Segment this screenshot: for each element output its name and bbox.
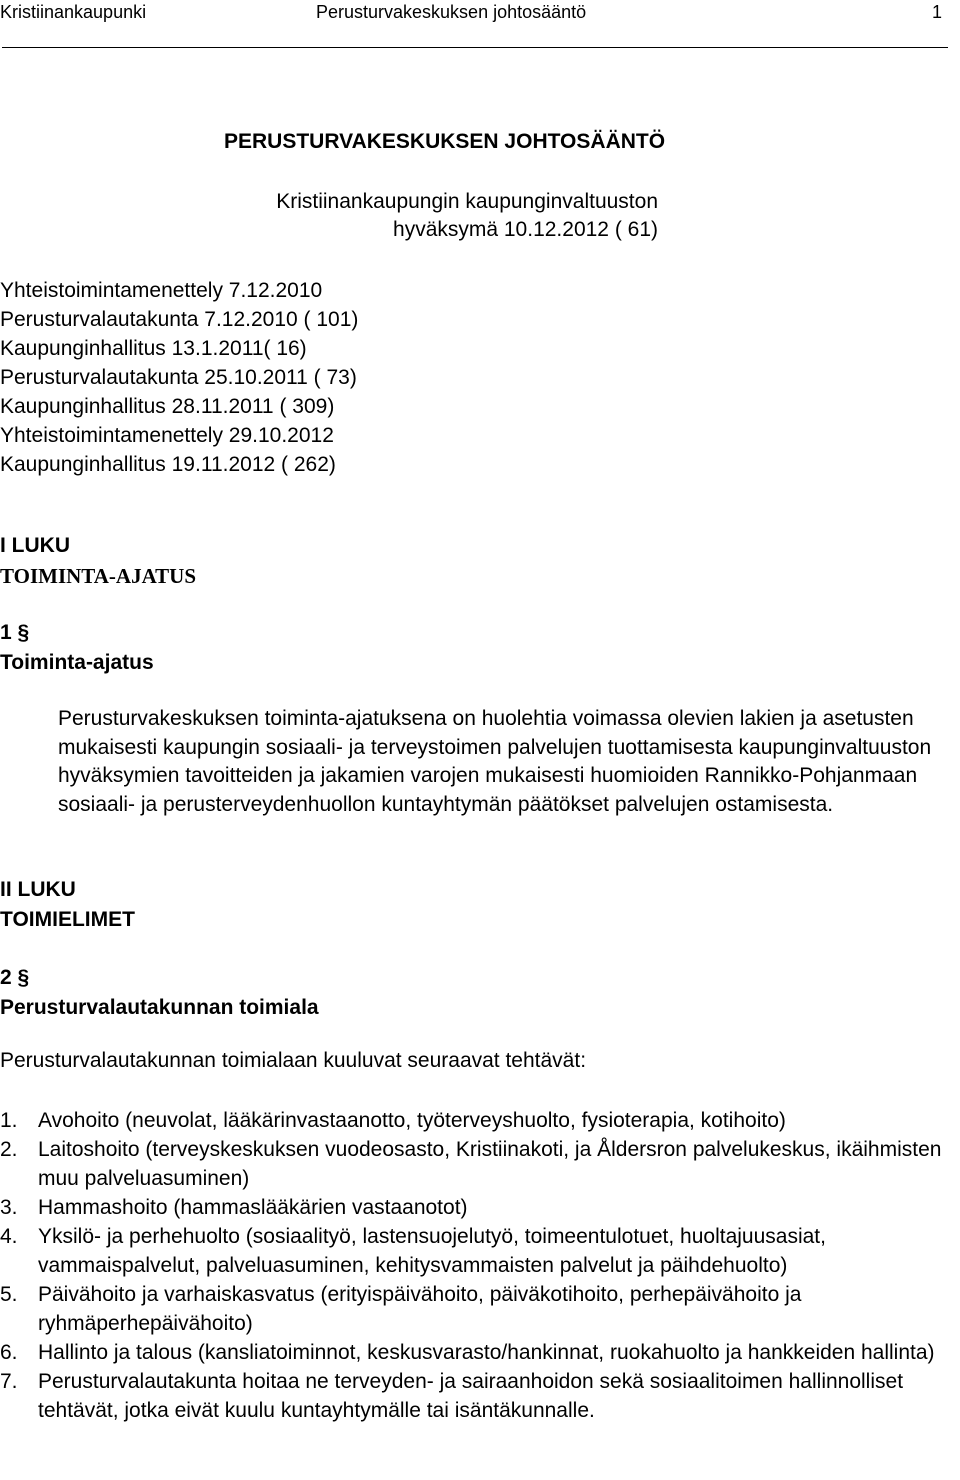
document-title: PERUSTURVAKESKUKSEN JOHTOSÄÄNTÖ bbox=[224, 130, 666, 153]
list-item: 2. Laitoshoito (terveyskeskuksen vuodeosasto, Kristiinakoti, ja Åldersron palvelukeskus, ikäihmisten muu palveluasuminen) bbox=[0, 1138, 942, 1190]
section-1-title: Toiminta-ajatus bbox=[0, 651, 154, 674]
chapter-1-name: TOIMINTA-AJATUS bbox=[0, 564, 197, 588]
header-rule bbox=[2, 47, 948, 48]
chapter-2-heading bbox=[0, 875, 135, 935]
section-2-number: 2 § bbox=[0, 966, 30, 989]
list-item: 4. Yksilö- ja perhehuolto (sosiaalityö, lastensuojelutyö, toimeentulotuet, huoltajuusasiat, vammaispalvelut, palveluasuminen, kehitysvammaisten palvelut ja päihdehuolto) bbox=[0, 1225, 826, 1277]
list-item: 3. Hammashoito (hammaslääkärien vastaanotot) bbox=[0, 1196, 468, 1219]
list-item: 5. Päivähoito ja varhaiskasvatus (erityispäivähoito, päiväkotihoito, perhepäivähoito ja ryhmäperhepäivähoito) bbox=[0, 1283, 802, 1335]
history-item: Yhteistoimintamenettely 7.12.2010 bbox=[0, 279, 323, 302]
header-page-number: 1 bbox=[931, 2, 942, 22]
approval-note bbox=[276, 188, 658, 244]
header-document-name: Perusturvakeskuksen johtosääntö bbox=[316, 2, 587, 22]
section-2-heading bbox=[0, 963, 319, 1023]
page-header bbox=[0, 2, 960, 28]
history-item: Yhteistoimintamenettely 29.10.2012 bbox=[0, 424, 334, 447]
history-item: Perusturvalautakunta 7.12.2010 ( 101) bbox=[0, 308, 359, 331]
section-2-title: Perusturvalautakunnan toimiala bbox=[0, 996, 319, 1019]
history-item: Kaupunginhallitus 19.11.2012 ( 262) bbox=[0, 453, 336, 476]
approval-line-2: hyväksymä 10.12.2012 ( 61) bbox=[393, 218, 658, 241]
history-item: Kaupunginhallitus 13.1.2011( 16) bbox=[0, 337, 307, 360]
chapter-2-label: II LUKU bbox=[0, 878, 76, 901]
header-city: Kristiinankaupunki bbox=[0, 2, 147, 22]
history-item: Kaupunginhallitus 28.11.2011 ( 309) bbox=[0, 395, 335, 418]
approval-line-1: Kristiinankaupungin kaupunginvaltuuston bbox=[276, 190, 658, 213]
section-1-body: Perusturvakeskuksen toiminta-ajatuksena on huolehtia voimassa olevien lakien ja asetusten mukaisesti kaupungin sosiaali- ja terveystoimen palvelujen tuottamisesta kaupunginvaltuuston hyväksymien tavoitteiden ja jakamien varojen mukaisesti huomioiden Rannikko-Pohjanmaan sosiaali- ja perusterveydenhuollon kuntayhtymän päätökset palvelujen ostamisesta. bbox=[58, 707, 932, 816]
section-1-number: 1 § bbox=[0, 621, 30, 644]
section-sign-icon: § bbox=[17, 621, 30, 644]
chapter-1-label: I LUKU bbox=[0, 534, 70, 557]
section-sign-icon: § bbox=[17, 966, 30, 989]
section-1-heading bbox=[0, 618, 154, 678]
list-item: 7. Perusturvalautakunta hoitaa ne terveyden- ja sairaanhoidon sekä sosiaalitoimen hallinnolliset tehtävät, jotka eivät kuulu kuntayhtymälle tai isäntäkunnalle. bbox=[0, 1370, 904, 1422]
list-item: 6. Hallinto ja talous (kansliatoiminnot, keskusvarasto/hankinnat, ruokahuolto ja hankkeiden hallinta) bbox=[0, 1341, 935, 1364]
chapter-2-name: TOIMIELIMET bbox=[0, 908, 135, 931]
task-list bbox=[0, 1106, 958, 1425]
section-2-intro: Perusturvalautakunnan toimialaan kuuluvat seuraavat tehtävät: bbox=[0, 1049, 587, 1072]
chapter-1-heading bbox=[0, 531, 196, 591]
list-item: 1. Avohoito (neuvolat, lääkärinvastaanotto, työterveyshuolto, fysioterapia, kotihoito) bbox=[0, 1109, 786, 1132]
history-item: Perusturvalautakunta 25.10.2011 ( 73) bbox=[0, 366, 357, 389]
amendment-history bbox=[0, 276, 358, 479]
